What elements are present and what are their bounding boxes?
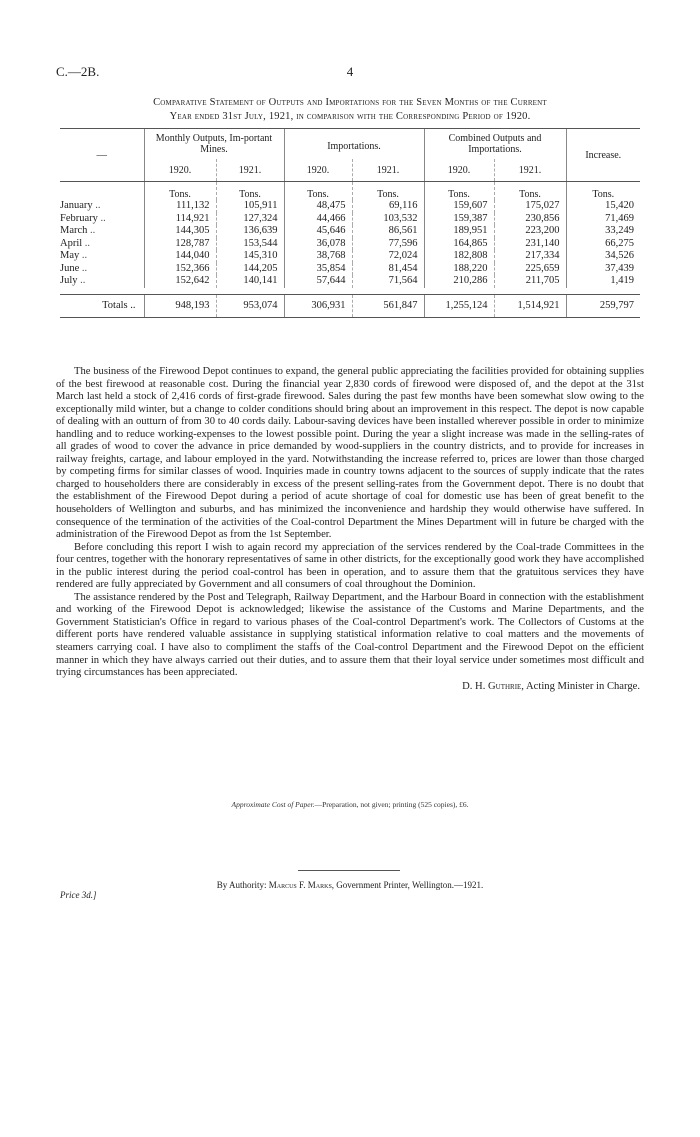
value-cell: 152,642 bbox=[144, 275, 216, 288]
year-header-1921: 1921. bbox=[494, 159, 566, 182]
table-row bbox=[60, 200, 640, 213]
unit-label: Tons. bbox=[566, 182, 640, 201]
table-row bbox=[60, 213, 640, 226]
value-cell: 71,564 bbox=[352, 275, 424, 288]
year-header-1920: 1920. bbox=[424, 159, 494, 182]
totals-label: Totals .. bbox=[60, 294, 144, 317]
value-cell: 114,921 bbox=[144, 213, 216, 226]
value-cell: 175,027 bbox=[494, 200, 566, 213]
value-cell: 1,419 bbox=[566, 275, 640, 288]
signatory-role: Acting Minister in Charge. bbox=[526, 680, 640, 692]
year-header-1921: 1921. bbox=[352, 159, 424, 182]
value-cell: 86,561 bbox=[352, 225, 424, 238]
table-title bbox=[56, 96, 644, 124]
year-header-1920: 1920. bbox=[144, 159, 216, 182]
month-cell: February .. bbox=[60, 212, 106, 224]
signatory-name: D. H. Guthrie, bbox=[462, 680, 524, 692]
table-row bbox=[60, 263, 640, 276]
paragraph-acknowledgements: The assistance rendered by the Post and Telegraph, Railway Department, and the Harbour Board in connection with the establishment and working of the Firewood Depot is acknowledged; likewise the assistance of the Customs and Marine Departments, and the Government Statistician's Office in regard to various phases of the Coal-control Department's work. The Collectors of Customs at the different ports have rendered valuable assistance in supplying statistical information relative to coal matters and the movements of steamers carrying coal. I have also to compliment the staffs of the Coal-control Department and the Firewood Depot on the efficient manner in which they have always carried out their duties, and to assure them that their loyal service under sometimes most difficult and trying circumstances has been appreciated. bbox=[56, 591, 644, 679]
printer-name: Marcus F. Marks, bbox=[268, 880, 335, 890]
outputs-group-header: Monthly Outputs, Im-portant Mines. bbox=[144, 129, 284, 159]
document-reference: C.—2B. bbox=[56, 64, 100, 79]
value-cell: 34,526 bbox=[566, 250, 640, 263]
increase-header: Increase. bbox=[566, 129, 640, 182]
table-row bbox=[60, 238, 640, 251]
value-cell: 144,040 bbox=[144, 250, 216, 263]
total-cell: 306,931 bbox=[284, 294, 352, 317]
month-header-cell: — bbox=[60, 129, 144, 182]
value-cell: 144,305 bbox=[144, 225, 216, 238]
month-cell: January .. bbox=[60, 200, 101, 211]
table-title-line-1: Comparative Statement of Outputs and Importations for the Seven Months of the Current bbox=[153, 97, 547, 108]
paragraph-firewood-depot: The business of the Firewood Depot continues to expand, the general public appreciating the facilities provided for obtaining supplies of the best firewood at reasonable cost. During the financial year 2,830 cords of firewood were disposed of, and the depot at the 31st March last held a stock of 2,416 cords of first-grade firewood. Sales during the past few months have been somewhat slow owing to the exceptionally mild winter, but a change to colder conditions should bring about an improvement in this respect. The depot is now capable of dealing with an outturn of from 30 to 40 cords daily. Labour-saving devices have been installed wherever possible in order to minimize handling and to reduce working-expenses to the lowest possible point. During the year a slight increase was made in the selling-rates of all grades of wood to cover the advance in price demanded by wood-suppliers in the country districts, and to provide for increases in railway freights, cartage, and labour employed in the yard. Notwithstanding the increase referred to, prices are lower than those charged by competing firms for similar classes of wood. Inquiries made in country towns adjacent to the sources of supply indicate that the rates charged to householders there are considerably in excess of the present selling-rates from the Government depot. There is no doubt that the establishment of the Firewood Depot during a period of acute shortage of coal for domestic use has been of great benefit to the householders of Wellington and suburbs, and has minimized the inconvenience and hardship they would otherwise have suffered. In consequence of the termination of the activities of the Coal-control Department the Mines Department will in future be charged with the administration of the Firewood Depot as from the 1st September. bbox=[56, 366, 644, 541]
paragraph-appreciation-committees: Before concluding this report I wish to again record my appreciation of the services rendered by the Coal-trade Committees in the four centres, together with the honorary representatives of same in other districts, for the exceptionally good work they have accomplished in the public interest during the period coal-control has been in operation, and to assure them that the gratuitous services they have rendered are fully appreciated by Government and all consumers of coal throughout the Dominion. bbox=[56, 541, 644, 591]
value-cell: 128,787 bbox=[144, 238, 216, 251]
comparative-statement-table bbox=[60, 128, 640, 318]
signature bbox=[56, 681, 644, 694]
cost-text: —Preparation, not given; printing (525 copies), £6. bbox=[314, 800, 469, 809]
footer-divider bbox=[298, 870, 400, 871]
printer-imprint bbox=[0, 880, 700, 890]
month-cell: March .. bbox=[60, 225, 96, 236]
value-cell: 38,768 bbox=[284, 250, 352, 263]
value-cell: 44,466 bbox=[284, 213, 352, 226]
value-cell: 37,439 bbox=[566, 263, 640, 276]
value-cell: 230,856 bbox=[494, 213, 566, 226]
year-header-1920: 1920. bbox=[284, 159, 352, 182]
value-cell: 145,310 bbox=[216, 250, 284, 263]
value-cell: 35,854 bbox=[284, 263, 352, 276]
value-cell: 15,420 bbox=[566, 200, 640, 213]
total-cell: 1,514,921 bbox=[494, 294, 566, 317]
table-row bbox=[60, 250, 640, 263]
total-cell: 259,797 bbox=[566, 294, 640, 317]
unit-label: Tons. bbox=[284, 182, 352, 201]
unit-label: Tons. bbox=[144, 182, 216, 201]
total-cell: 1,255,124 bbox=[424, 294, 494, 317]
value-cell: 57,644 bbox=[284, 275, 352, 288]
value-cell: 217,334 bbox=[494, 250, 566, 263]
value-cell: 77,596 bbox=[352, 238, 424, 251]
value-cell: 36,078 bbox=[284, 238, 352, 251]
value-cell: 71,469 bbox=[566, 213, 640, 226]
value-cell: 211,705 bbox=[494, 275, 566, 288]
value-cell: 225,659 bbox=[494, 263, 566, 276]
value-cell: 223,200 bbox=[494, 225, 566, 238]
total-cell: 948,193 bbox=[144, 294, 216, 317]
year-header-1921: 1921. bbox=[216, 159, 284, 182]
value-cell: 48,475 bbox=[284, 200, 352, 213]
unit-label: Tons. bbox=[352, 182, 424, 201]
totals-row bbox=[60, 294, 640, 317]
value-cell: 152,366 bbox=[144, 263, 216, 276]
table-row bbox=[60, 275, 640, 288]
price-note: Price 3d.] bbox=[60, 890, 97, 900]
combined-group-header: Combined Outputs and Importations. bbox=[424, 129, 566, 159]
month-cell: July .. bbox=[60, 275, 86, 286]
cost-of-paper-note bbox=[0, 800, 700, 809]
value-cell: 189,951 bbox=[424, 225, 494, 238]
page-number: 4 bbox=[346, 64, 354, 79]
value-cell: 136,639 bbox=[216, 225, 284, 238]
value-cell: 164,865 bbox=[424, 238, 494, 251]
month-cell: April .. bbox=[60, 237, 91, 249]
month-cell: May .. bbox=[60, 250, 88, 261]
value-cell: 72,024 bbox=[352, 250, 424, 263]
value-cell: 182,808 bbox=[424, 250, 494, 263]
imprint-suffix: Government Printer, Wellington.—1921. bbox=[336, 880, 484, 890]
unit-label: Tons. bbox=[494, 182, 566, 201]
value-cell: 159,607 bbox=[424, 200, 494, 213]
total-cell: 561,847 bbox=[352, 294, 424, 317]
value-cell: 140,141 bbox=[216, 275, 284, 288]
value-cell: 81,454 bbox=[352, 263, 424, 276]
value-cell: 188,220 bbox=[424, 263, 494, 276]
value-cell: 105,911 bbox=[216, 200, 284, 213]
value-cell: 45,646 bbox=[284, 225, 352, 238]
unit-label: Tons. bbox=[216, 182, 284, 201]
value-cell: 111,132 bbox=[144, 200, 216, 213]
value-cell: 69,116 bbox=[352, 200, 424, 213]
value-cell: 231,140 bbox=[494, 238, 566, 251]
value-cell: 210,286 bbox=[424, 275, 494, 288]
cost-label: Approximate Cost of Paper. bbox=[231, 800, 315, 809]
imprint-prefix: By Authority: bbox=[216, 880, 267, 890]
month-cell: June .. bbox=[60, 262, 88, 274]
value-cell: 127,324 bbox=[216, 213, 284, 226]
value-cell: 144,205 bbox=[216, 263, 284, 276]
total-cell: 953,074 bbox=[216, 294, 284, 317]
value-cell: 103,532 bbox=[352, 213, 424, 226]
value-cell: 33,249 bbox=[566, 225, 640, 238]
report-body bbox=[56, 366, 644, 693]
value-cell: 153,544 bbox=[216, 238, 284, 251]
table-title-line-2: Year ended 31st July, 1921, in comparison with the Corresponding Period of 1920. bbox=[169, 111, 531, 122]
value-cell: 159,387 bbox=[424, 213, 494, 226]
value-cell: 66,275 bbox=[566, 238, 640, 251]
unit-label: Tons. bbox=[424, 182, 494, 201]
table-row bbox=[60, 225, 640, 238]
page-header bbox=[56, 64, 644, 84]
imports-group-header: Importations. bbox=[284, 129, 424, 159]
